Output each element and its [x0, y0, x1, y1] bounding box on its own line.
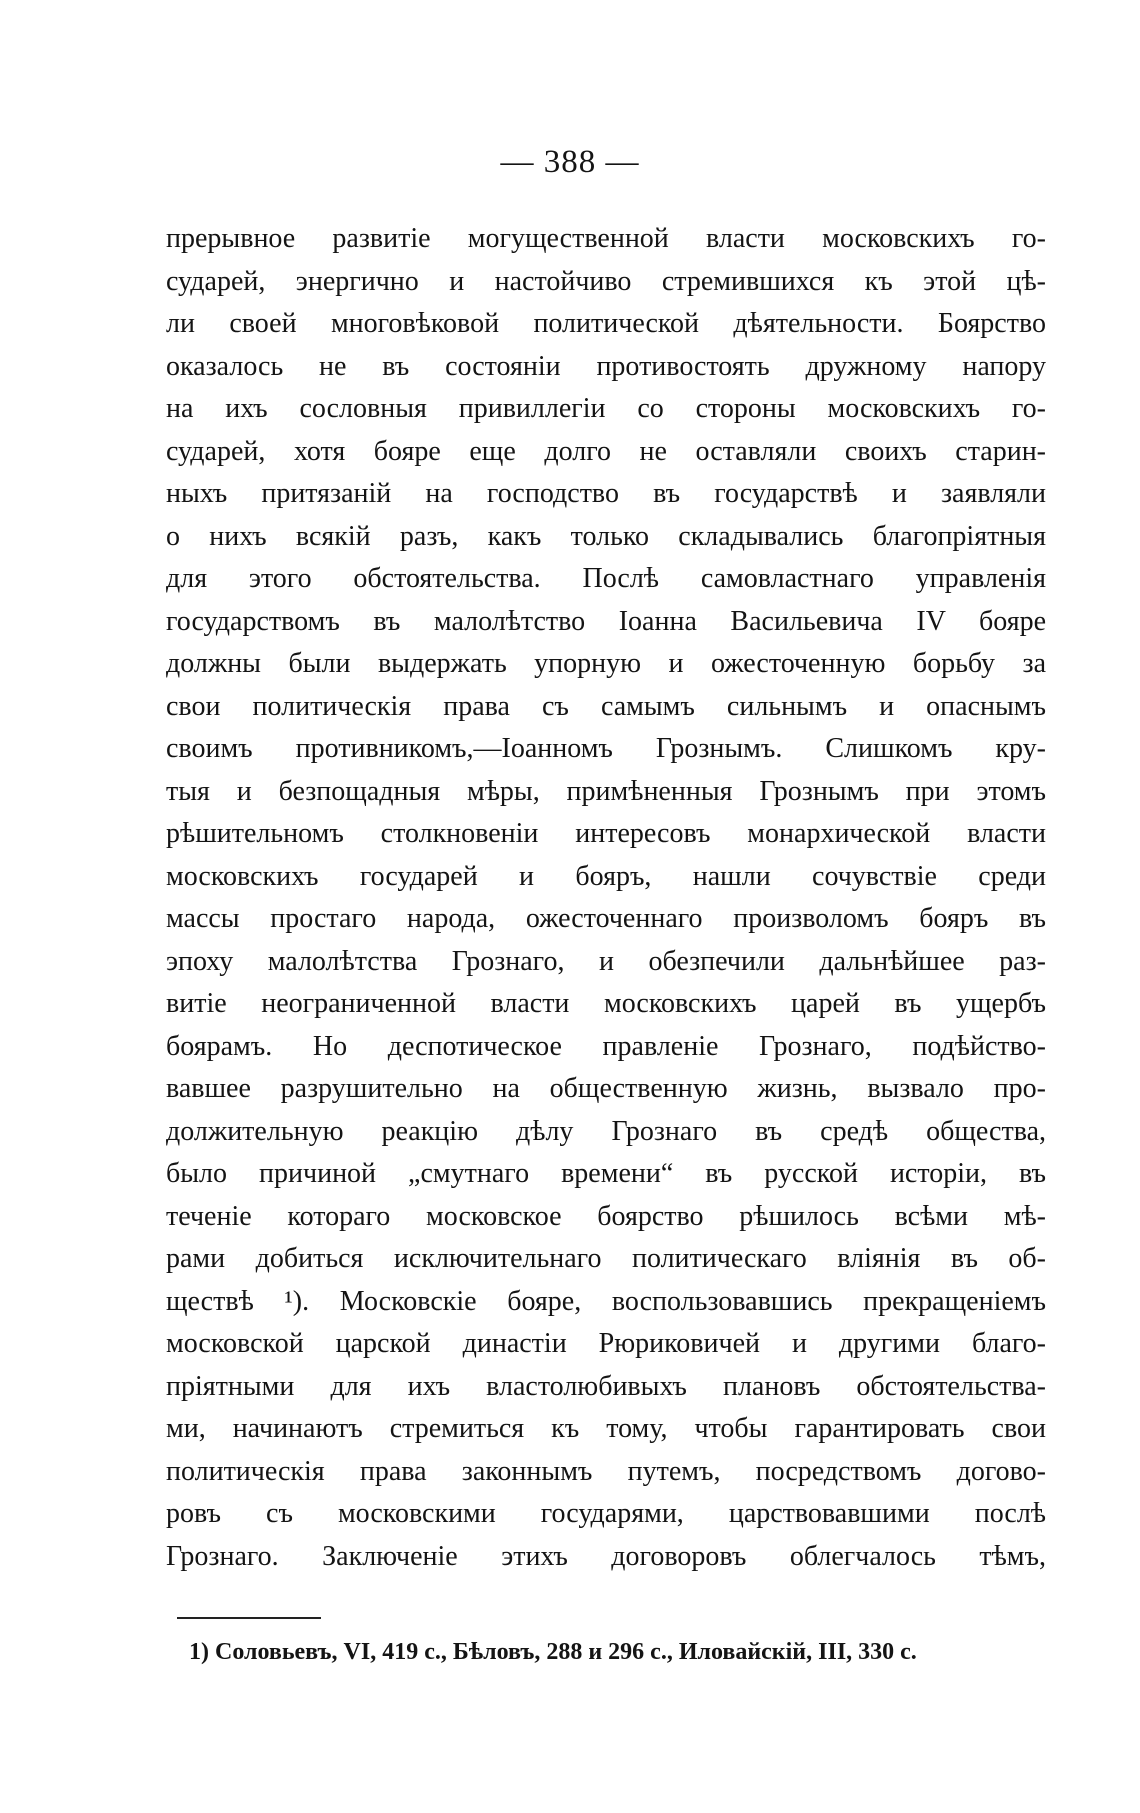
text-line: на ихъ сословныя привиллегіи со стороны московскихъ го-: [166, 393, 1046, 424]
text-line: ми, начинаютъ стремиться къ тому, чтобы гарантировать свои: [166, 1413, 1046, 1444]
text-line: ныхъ притязаній на господство въ государствѣ и заявляли: [166, 478, 1046, 509]
text-line: московскихъ государей и бояръ, нашли сочувствіе среди: [166, 860, 1046, 892]
text-line: ществѣ ¹). Московскіе бояре, воспользовавшись прекращеніемъ: [166, 1285, 1046, 1317]
footnote: 1) Соловьевъ, VI, 419 с., Бѣловъ, 288 и 296 с., Иловайскій, III, 330 с.: [189, 1639, 917, 1665]
text-line: сударей, энергично и настойчиво стремившихся къ этой цѣ-: [166, 265, 1046, 297]
body-text: [166, 218, 1046, 1578]
text-line: оказалось не въ состояніи противостоять дружному напору: [166, 350, 1046, 382]
footnote-rule: [177, 1617, 321, 1619]
text-line: эпоху малолѣтства Грознаго, и обезпечили дальнѣйшее раз-: [166, 945, 1046, 977]
text-line: сударей, хотя бояре еще долго не оставляли своихъ старин-: [166, 435, 1046, 467]
text-line: рѣшительномъ столкновеніи интересовъ монархической власти: [166, 818, 1046, 849]
text-line: тыя и безпощадныя мѣры, примѣненныя Грознымъ при этомъ: [166, 775, 1046, 807]
text-line: Грознаго. Заключеніе этихъ договоровъ облегчалось тѣмъ,: [166, 1540, 1046, 1572]
text-line: своимъ противникомъ,—Іоанномъ Грознымъ. Слишкомъ кру-: [166, 733, 1046, 764]
text-line: было причиной „смутнаго времени“ въ русской исторіи, въ: [166, 1158, 1046, 1189]
text-line: должны были выдержать упорную и ожесточенную борьбу за: [166, 648, 1046, 679]
text-line: теченіе котораго московское боярство рѣшилось всѣми мѣ-: [166, 1200, 1046, 1232]
text-line: свои политическія права съ самымъ сильнымъ и опаснымъ: [166, 690, 1046, 722]
page-number: — 388 —: [500, 144, 640, 180]
text-line: государствомъ въ малолѣтство Іоанна Васильевича IV бояре: [166, 605, 1046, 637]
text-line: должительную реакцію дѣлу Грознаго въ средѣ общества,: [166, 1115, 1046, 1147]
text-line: прерывное развитіе могущественной власти московскихъ го-: [166, 223, 1046, 254]
text-line: для этого обстоятельства. Послѣ самовластнаго управленія: [166, 563, 1046, 594]
text-line: массы простаго народа, ожесточеннаго произволомъ бояръ въ: [166, 903, 1046, 934]
text-line: боярамъ. Но деспотическое правленіе Грознаго, подѣйство-: [166, 1030, 1046, 1062]
text-line: пріятными для ихъ властолюбивыхъ плановъ обстоятельства-: [166, 1370, 1046, 1402]
text-line: о нихъ всякій разъ, какъ только складывались благопріятныя: [166, 520, 1046, 552]
text-line: витіе неограниченной власти московскихъ царей въ ущербъ: [166, 988, 1046, 1019]
text-line: политическія права законнымъ путемъ, посредствомъ догово-: [166, 1455, 1046, 1487]
text-line: московской царской династіи Рюриковичей и другими благо-: [166, 1328, 1046, 1359]
text-line: ровъ съ московскими государями, царствовавшими послѣ: [166, 1498, 1046, 1529]
text-line: вавшее разрушительно на общественную жизнь, вызвало про-: [166, 1073, 1046, 1104]
text-line: рами добиться исключительнаго политическаго вліянія въ об-: [166, 1243, 1046, 1274]
text-line: ли своей многовѣковой политической дѣятельности. Боярство: [166, 308, 1046, 339]
